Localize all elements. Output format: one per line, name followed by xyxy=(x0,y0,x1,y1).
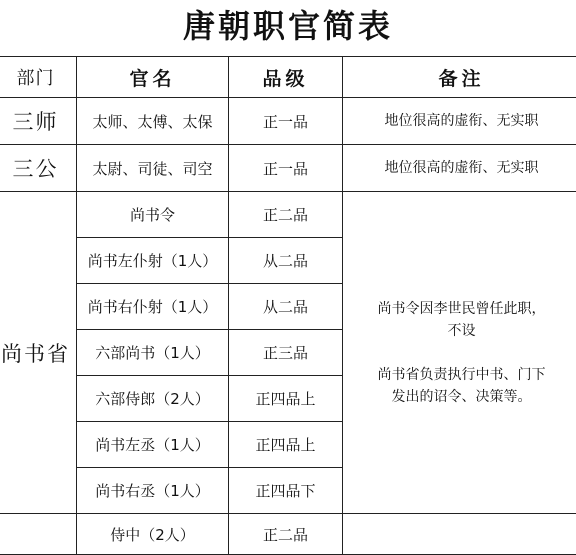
header-dept: 部门 xyxy=(0,57,77,98)
rank-cell: 正二品 xyxy=(229,192,343,238)
header-name: 官名 xyxy=(77,57,229,98)
dept-cell-shangshu: 尚书省 xyxy=(0,192,77,514)
office-name-cell: 六部侍郎（2人） xyxy=(77,376,229,422)
office-name-cell: 尚书右丞（1人） xyxy=(77,468,229,514)
table-row xyxy=(0,98,576,145)
rank-cell: 从二品 xyxy=(229,284,343,330)
dept-cell xyxy=(0,514,77,555)
dept-cell: 三师 xyxy=(0,98,77,145)
rank-cell: 正一品 xyxy=(229,145,343,192)
header-note: 备注 xyxy=(343,57,576,98)
note-line: 尚书省负责执行中书、门下 xyxy=(343,364,576,386)
office-name-cell: 尚书右仆射（1人） xyxy=(77,284,229,330)
dept-cell: 三公 xyxy=(0,145,77,192)
header-row xyxy=(0,57,576,98)
header-rank: 品级 xyxy=(229,57,343,98)
rank-cell: 从二品 xyxy=(229,238,343,284)
rank-cell: 正四品上 xyxy=(229,422,343,468)
office-name-cell: 六部尚书（1人） xyxy=(77,330,229,376)
office-name-cell: 太师、太傅、太保 xyxy=(77,98,229,145)
rank-cell: 正三品 xyxy=(229,330,343,376)
officials-table xyxy=(0,56,576,555)
note-cell xyxy=(343,514,576,555)
table-row xyxy=(0,514,576,555)
table-row xyxy=(0,192,576,238)
rank-cell: 正一品 xyxy=(229,98,343,145)
note-cell: 地位很高的虚衔、无实职 xyxy=(343,98,576,145)
table-row xyxy=(0,145,576,192)
note-spacer xyxy=(343,342,576,364)
office-name-cell: 侍中（2人） xyxy=(77,514,229,555)
note-cell-shangshu xyxy=(343,192,576,514)
rank-cell: 正二品 xyxy=(229,514,343,555)
note-cell: 地位很高的虚衔、无实职 xyxy=(343,145,576,192)
office-name-cell: 尚书左丞（1人） xyxy=(77,422,229,468)
page-title: 唐朝职官简表 xyxy=(0,0,576,56)
office-name-cell: 尚书左仆射（1人） xyxy=(77,238,229,284)
note-line: 不设 xyxy=(343,320,576,342)
note-line: 发出的诏令、决策等。 xyxy=(343,386,576,408)
rank-cell: 正四品上 xyxy=(229,376,343,422)
office-name-cell: 尚书令 xyxy=(77,192,229,238)
note-line: 尚书令因李世民曾任此职， xyxy=(343,298,576,320)
office-name-cell: 太尉、司徒、司空 xyxy=(77,145,229,192)
rank-cell: 正四品下 xyxy=(229,468,343,514)
